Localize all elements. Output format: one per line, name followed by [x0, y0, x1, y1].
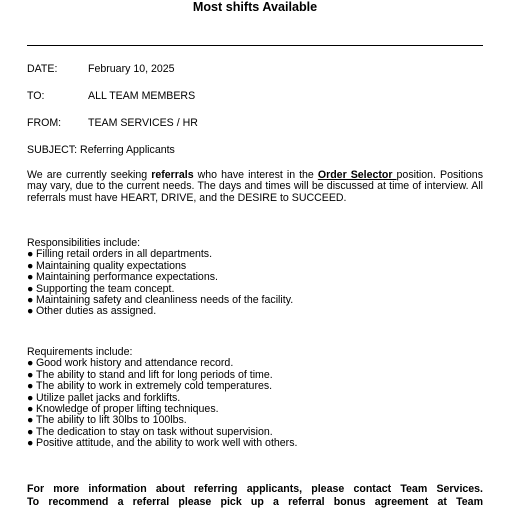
memo-subject-row — [27, 143, 175, 157]
requirements-list — [27, 358, 483, 449]
bullet-icon: ● — [27, 403, 34, 416]
bullet-icon: ● — [27, 357, 34, 370]
from-value: TEAM SERVICES / HR — [88, 117, 198, 129]
list-item: ● The ability to work in extremely cold temperatures. — [27, 380, 273, 393]
bullet-icon: ● — [27, 380, 34, 393]
list-item: ● Utilize pallet jacks and forklifts. — [27, 391, 181, 404]
bullet-icon: ● — [27, 282, 34, 295]
referrals-emphasis: referrals — [151, 169, 194, 181]
date-value: February 10, 2025 — [88, 63, 175, 75]
subject-value: Referring Applicants — [80, 144, 175, 156]
memo-to-row — [27, 89, 195, 103]
to-value: ALL TEAM MEMBERS — [88, 90, 196, 102]
bullet-icon: ● — [27, 294, 34, 307]
memo-date-row — [27, 62, 175, 76]
bullet-icon: ● — [27, 259, 34, 272]
requirements-heading: Requirements include: — [27, 346, 133, 358]
contact-footer — [27, 483, 483, 508]
bullet-icon: ● — [27, 305, 34, 318]
responsibilities-list — [27, 249, 483, 317]
footer-line-1: For more information about referring applicants, please contact Team Services. — [27, 483, 483, 495]
list-item: ● Good work history and attendance record. — [27, 357, 234, 370]
bullet-icon: ● — [27, 391, 34, 404]
document-title: Most shifts Available — [192, 0, 318, 14]
intro-paragraph — [27, 170, 483, 204]
to-label: TO: — [27, 90, 45, 102]
date-label: DATE: — [27, 63, 58, 75]
bullet-icon: ● — [27, 368, 34, 381]
list-item: ● The ability to stand and lift for long periods of time. — [27, 368, 273, 381]
bullet-icon: ● — [27, 437, 34, 450]
memo-from-row — [27, 116, 198, 130]
list-item: ● Maintaining safety and cleanliness needs of the facility. — [27, 294, 294, 307]
bullet-icon: ● — [27, 271, 34, 284]
list-item: ● The dedication to stay on task without supervision. — [27, 425, 273, 438]
list-item: ● Filling retail orders in all departments. — [27, 248, 213, 261]
responsibilities-heading: Responsibilities include: — [27, 237, 141, 249]
requirements-section — [27, 347, 483, 450]
intro-text-1: We are currently seeking — [27, 169, 152, 181]
list-item: ● Supporting the team concept. — [27, 282, 175, 295]
bullet-icon: ● — [27, 425, 34, 438]
responsibilities-section — [27, 238, 483, 318]
list-item: ● Other duties as assigned. — [27, 305, 157, 318]
list-item: ● Positive attitude, and the ability to work well with others. — [27, 437, 298, 450]
list-item: ● Knowledge of proper lifting techniques. — [27, 403, 219, 416]
intro-text-2: who have interest in the — [193, 169, 318, 181]
subject-label: SUBJECT: — [27, 144, 78, 156]
bullet-icon: ● — [27, 248, 34, 261]
list-item: ● Maintaining quality expectations — [27, 259, 187, 272]
header-divider — [27, 45, 483, 46]
bullet-icon: ● — [27, 414, 34, 427]
from-label: FROM: — [27, 117, 62, 129]
order-selector-emphasis: Order Selector — [317, 169, 397, 181]
list-item: ● The ability to lift 30lbs to 100lbs. — [27, 414, 187, 427]
list-item: ● Maintaining performance expectations. — [27, 271, 218, 284]
footer-line-2: To recommend a referral please pick up a referral bonus agreement at Team — [27, 495, 483, 508]
intro-text-3: position. Positions may vary, due to the current needs. The days and times will be discussed at time of interview. All referrals must have HEART, DRIVE, and the DESIRE to SUCCEED. — [27, 169, 483, 204]
